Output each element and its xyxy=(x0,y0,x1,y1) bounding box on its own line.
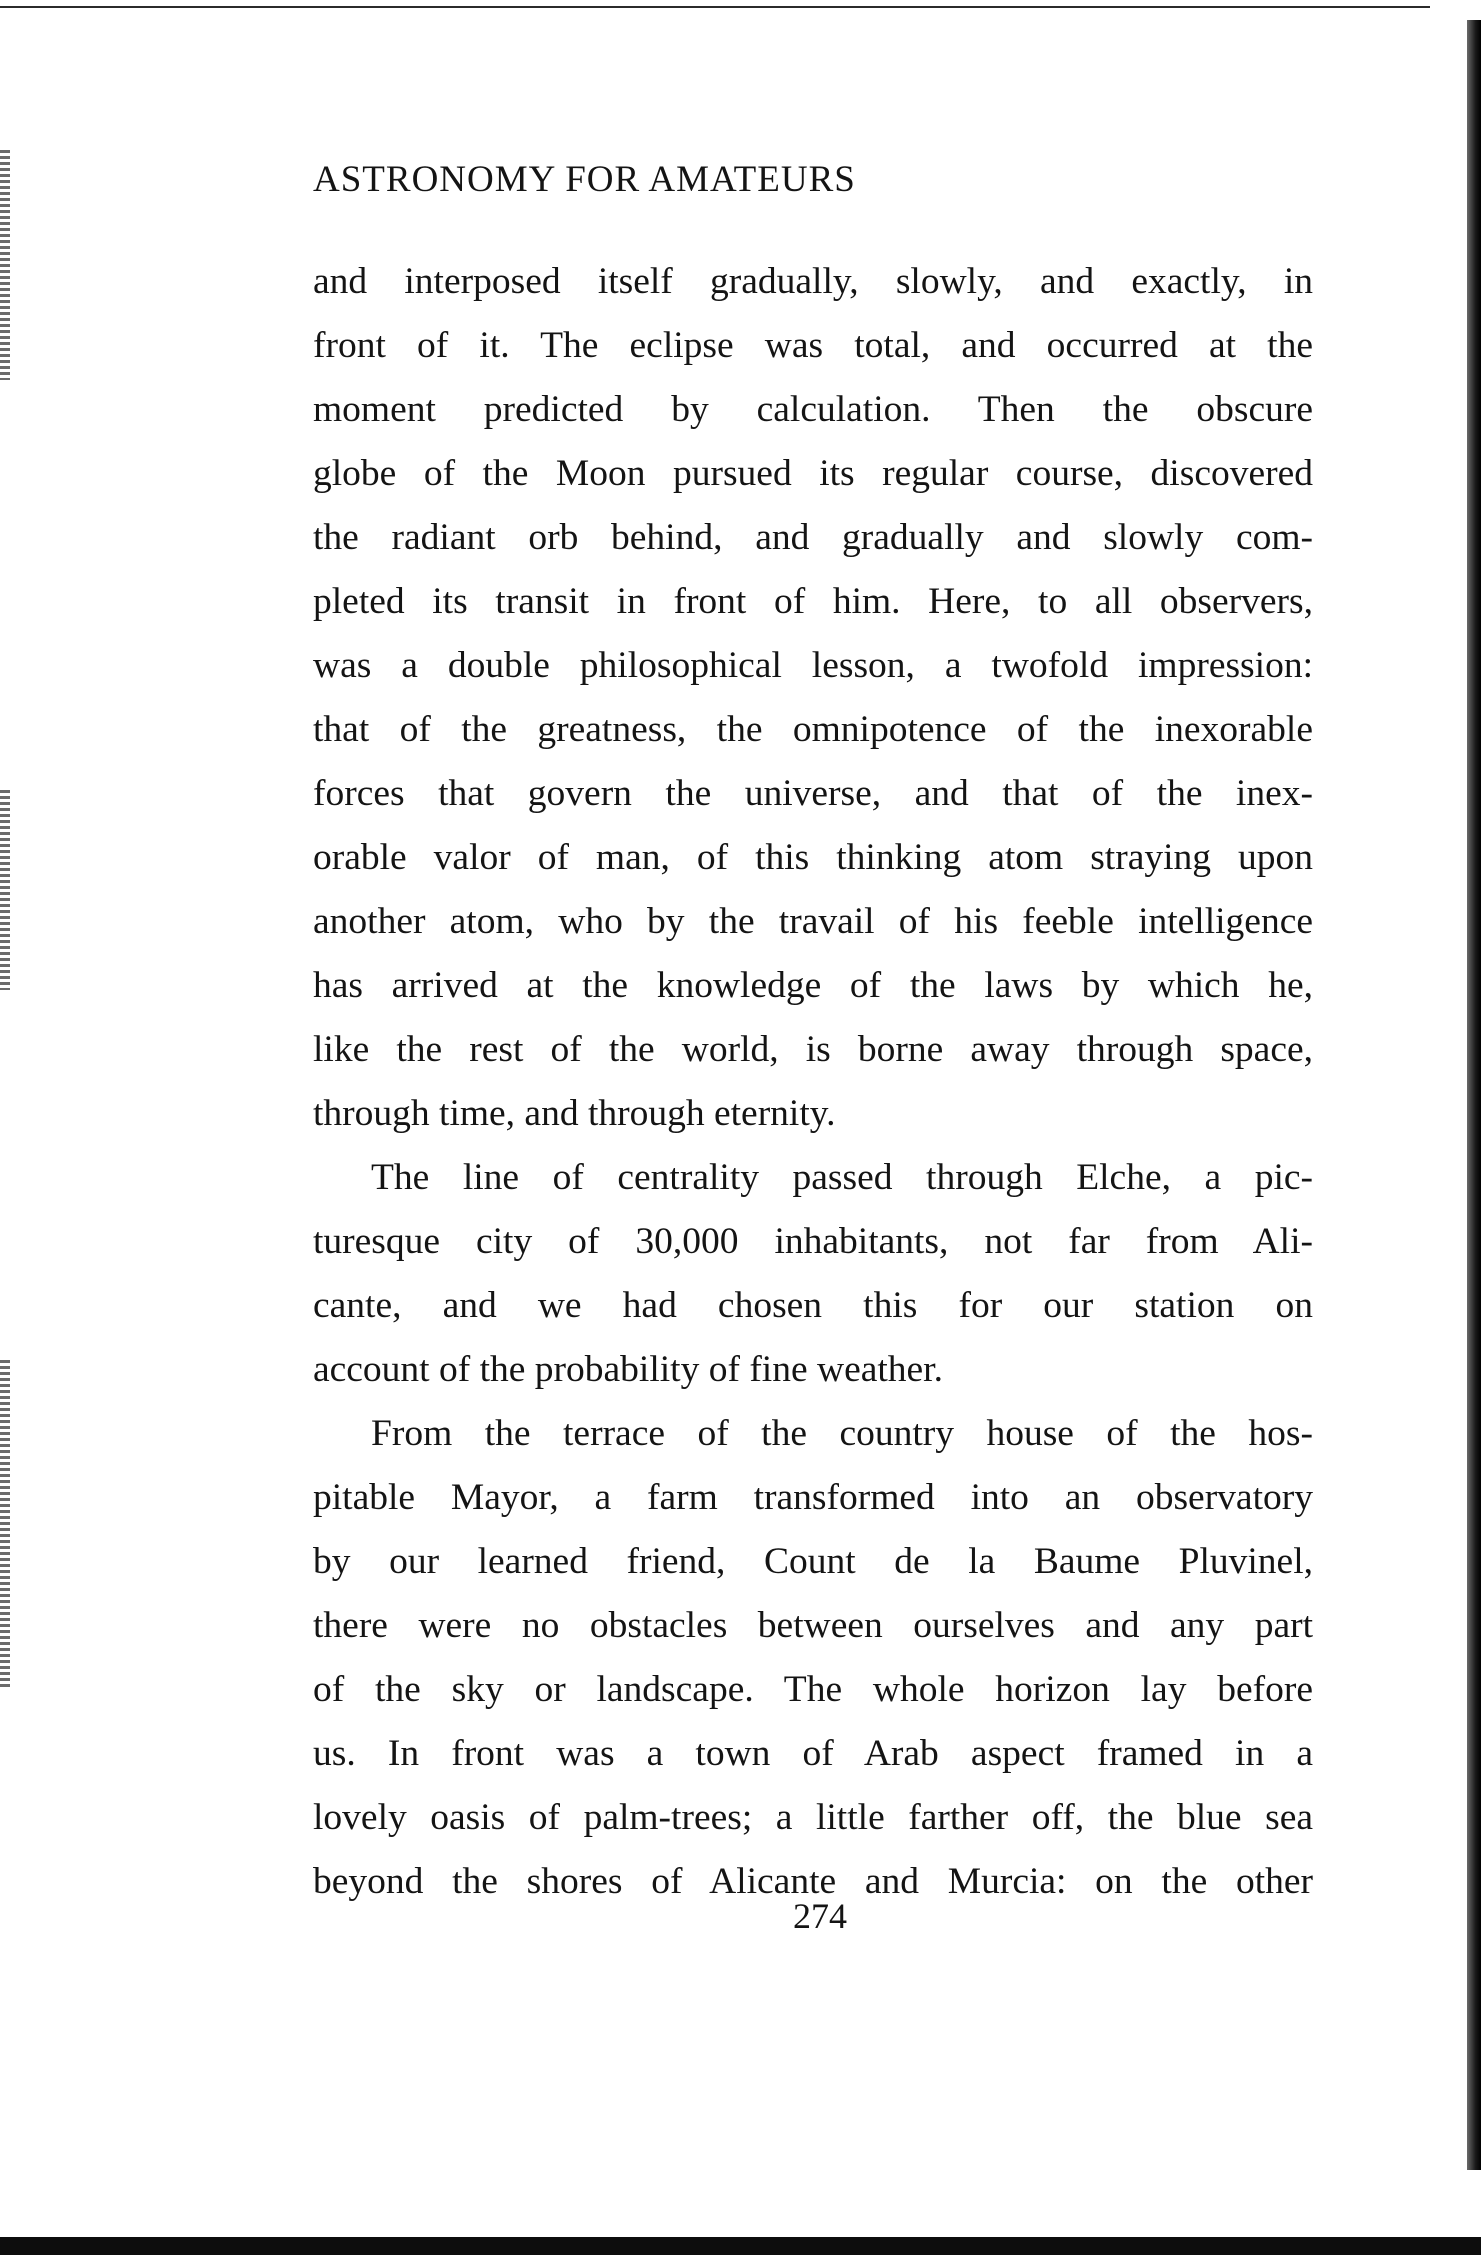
text-line: has arrived at the knowledge of the laws by which he, xyxy=(313,965,1313,1006)
page-number: 274 xyxy=(793,1896,847,1936)
scan-right-edge xyxy=(1467,20,1481,2170)
text-line: that of the greatness, the omnipotence of the inexorable xyxy=(313,709,1313,750)
text-line: through time, and through eternity. xyxy=(313,1093,836,1134)
text-line: cante, and we had chosen this for our station on xyxy=(313,1285,1313,1326)
paragraph xyxy=(313,1146,1313,1402)
text-line: like the rest of the world, is borne away through space, xyxy=(313,1029,1313,1070)
text-line: there were no obstacles between ourselves and any part xyxy=(313,1605,1313,1646)
scan-binding-shadow xyxy=(0,150,10,380)
text-line: pleted its transit in front of him. Here, to all observers, xyxy=(313,581,1313,622)
paragraph xyxy=(313,1402,1313,1914)
text-line: and interposed itself gradually, slowly, and exactly, in xyxy=(313,261,1313,302)
running-head: ASTRONOMY FOR AMATEURS xyxy=(313,159,856,200)
text-line: beyond the shores of Alicante and Murcia: on the other xyxy=(313,1861,1313,1902)
scan-binding-shadow xyxy=(0,1360,10,1690)
text-line: us. In front was a town of Arab aspect framed in a xyxy=(313,1733,1313,1774)
text-line: The line of centrality passed through Elche, a pic- xyxy=(371,1157,1313,1198)
scan-bottom-edge xyxy=(0,2237,1481,2255)
text-line: globe of the Moon pursued its regular course, discovered xyxy=(313,453,1313,494)
paragraph xyxy=(313,250,1313,1146)
text-line: by our learned friend, Count de la Baume Pluvinel, xyxy=(313,1541,1313,1582)
text-line: another atom, who by the travail of his feeble intelligence xyxy=(313,901,1313,942)
text-line: orable valor of man, of this thinking atom straying upon xyxy=(313,837,1313,878)
text-line: moment predicted by calculation. Then the obscure xyxy=(313,389,1313,430)
text-line: pitable Mayor, a farm transformed into an observatory xyxy=(313,1477,1313,1518)
text-line: From the terrace of the country house of the hos- xyxy=(371,1413,1313,1454)
text-line: forces that govern the universe, and that of the inex- xyxy=(313,773,1313,814)
scan-top-rule xyxy=(0,6,1430,8)
text-line: the radiant orb behind, and gradually and slowly com- xyxy=(313,517,1313,558)
scan-binding-shadow xyxy=(0,790,10,990)
text-line: lovely oasis of palm-trees; a little farther off, the blue sea xyxy=(313,1797,1313,1838)
text-line: of the sky or landscape. The whole horizon lay before xyxy=(313,1669,1313,1710)
text-line: account of the probability of fine weather. xyxy=(313,1349,943,1390)
text-line: front of it. The eclipse was total, and occurred at the xyxy=(313,325,1313,366)
text-line: was a double philosophical lesson, a twofold impression: xyxy=(313,645,1313,686)
body-text xyxy=(313,250,1313,1914)
text-line: turesque city of 30,000 inhabitants, not far from Ali- xyxy=(313,1221,1313,1262)
